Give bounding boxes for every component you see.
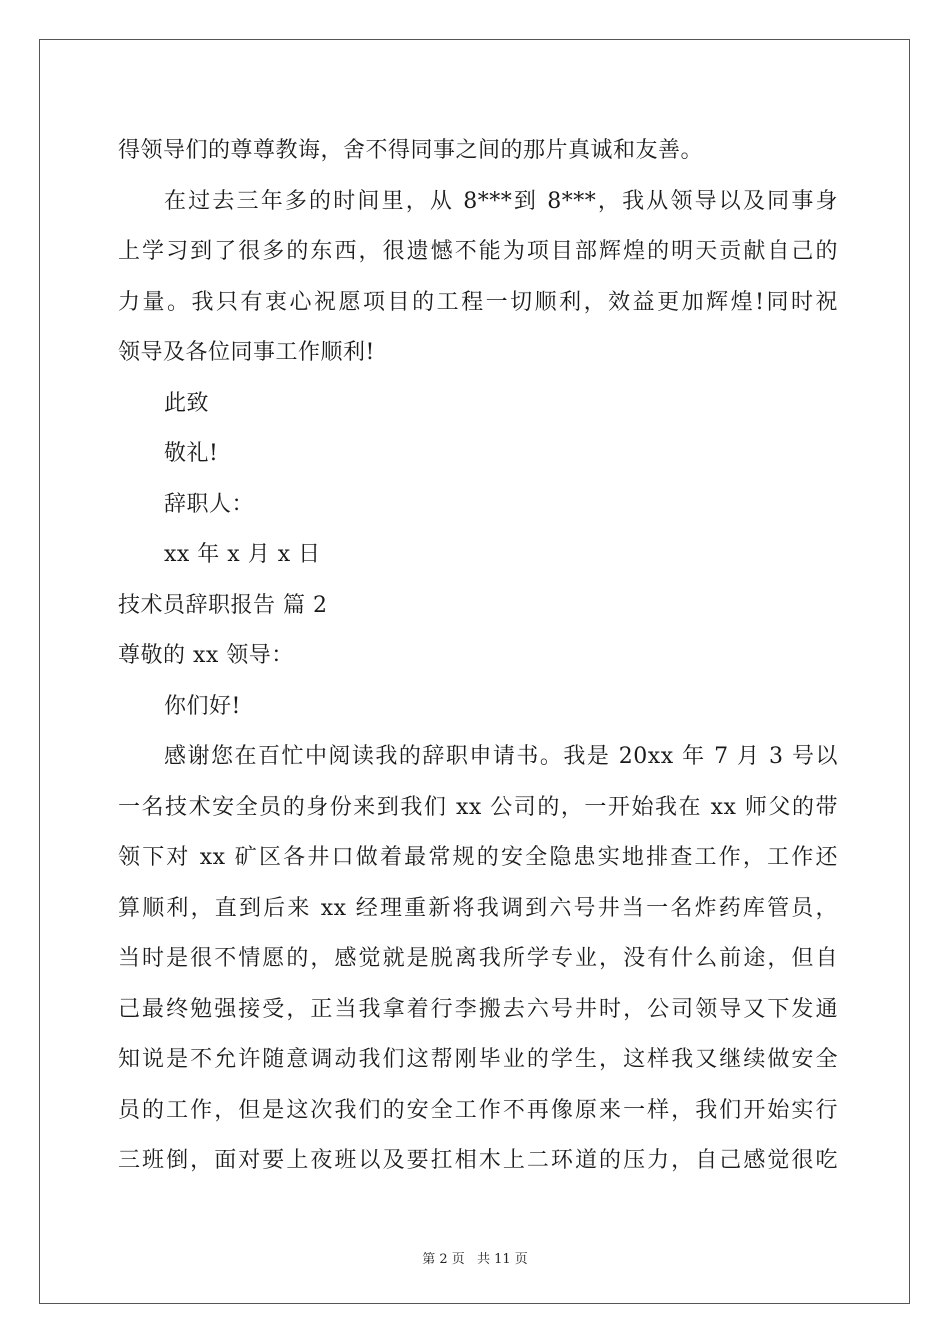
text-line: 一名技术安全员的身份来到我们 xx 公司的，一开始我在 xx 师父的带	[118, 794, 838, 820]
document-body	[118, 126, 838, 1187]
text-line: 三班倒，面对要上夜班以及要扛相木上二环道的压力，自己感觉很吃	[118, 1148, 838, 1173]
text-line: 敬礼!	[164, 441, 219, 466]
text-line: 当时是很不情愿的，感觉就是脱离我所学专业，没有什么前途，但自	[118, 946, 838, 971]
page-total: 共 11 页	[476, 1252, 528, 1267]
page-footer	[0, 1248, 950, 1267]
text-line: xx 年 x 月 x 日	[164, 542, 321, 567]
text-line: 尊敬的 xx 领导：	[118, 643, 294, 668]
text-line: 技术员辞职报告 篇 2	[118, 592, 328, 618]
page-number: 第 2 页	[422, 1252, 465, 1267]
text-line: 你们好!	[164, 693, 241, 719]
text-line: 力量。我只有衷心祝愿项目的工程一切顺利，效益更加辉煌!同时祝	[118, 289, 838, 315]
text-line: 在过去三年多的时间里，从 8***到 8***，我从领导以及同事身	[164, 188, 838, 214]
text-line: 此致	[164, 390, 210, 416]
text-line: 算顺利，直到后来 xx 经理重新将我调到六号井当一名炸药库管员，	[118, 895, 838, 921]
text-line: 得领导们的尊尊教诲，舍不得同事之间的那片真诚和友善。	[118, 138, 704, 163]
text-line: 知说是不允许随意调动我们这帮刚毕业的学生，这样我又继续做安全	[118, 1047, 838, 1072]
text-line: 领下对 xx 矿区各井口做着最常规的安全隐患实地排查工作，工作还	[118, 845, 838, 870]
text-line: 辞职人：	[164, 491, 255, 517]
text-line: 上学习到了很多的东西，很遗憾不能为项目部辉煌的明天贡献自己的	[118, 239, 838, 264]
text-line: 员的工作，但是这次我们的安全工作不再像原来一样，我们开始实行	[118, 1097, 838, 1123]
text-line: 感谢您在百忙中阅读我的辞职申请书。我是 20xx 年 7 月 3 号以	[164, 744, 838, 769]
text-line: 己最终勉强接受，正当我拿着行李搬去六号井时，公司领导又下发通	[118, 996, 838, 1022]
text-line: 领导及各位同事工作顺利!	[118, 340, 375, 365]
